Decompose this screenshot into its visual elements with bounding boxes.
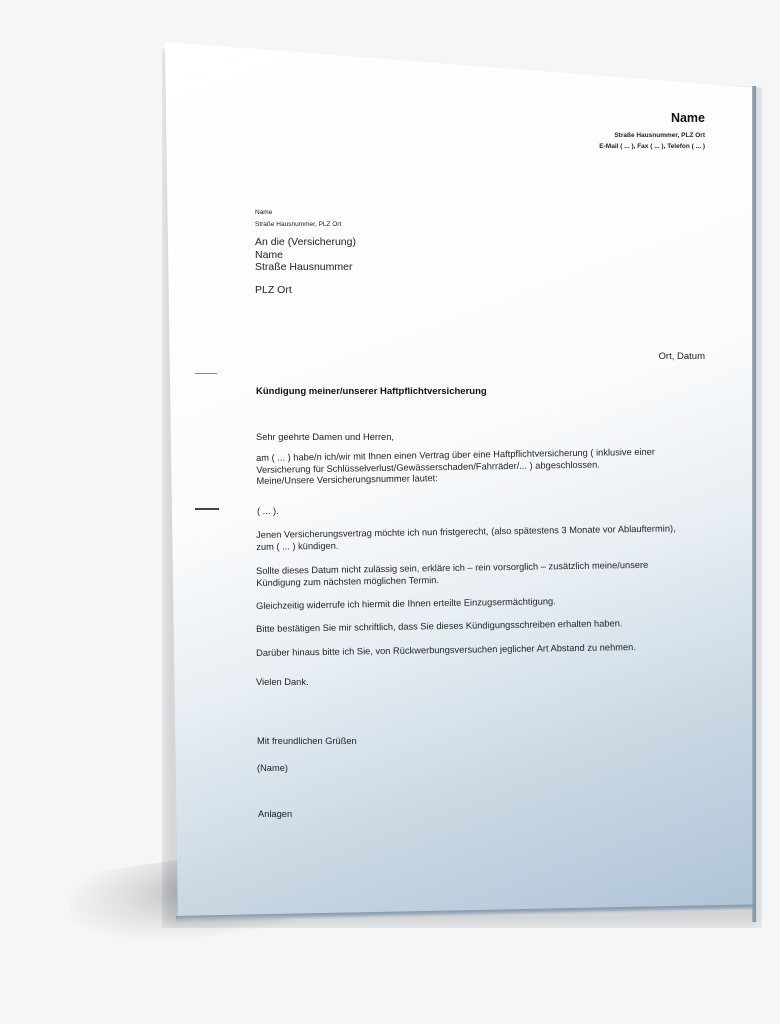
paragraph-no-retention: Darüber hinaus bitte ich Sie, von Rückwerbungsversuchen jeglicher Art Abstand zu nehmen. (256, 642, 636, 658)
fold-mark-top (195, 373, 217, 374)
place-date: Ort, Datum (658, 351, 705, 362)
thanks: Vielen Dank. (256, 677, 309, 687)
paragraph-fallback-line-2: Kündigung zum nächsten möglichen Termin. (256, 574, 440, 588)
signature-name: (Name) (257, 763, 288, 773)
paragraph-confirmation: Bitte bestätigen Sie mir schriftlich, dass Sie dieses Kündigungsschreiben erhalten haben. (256, 618, 623, 634)
recipient-address (255, 236, 475, 296)
paragraph-termination-line-1: Jenen Versicherungsvertrag möchte ich nun fristgerecht, (also spätestens 3 Monate vor Ablauftermin), (256, 523, 676, 540)
recipient-line-3: Straße Hausnummer (255, 261, 353, 273)
return-name: Name (255, 209, 273, 216)
paragraph-contract (256, 446, 726, 488)
closing: Mit freundlichen Grüßen (257, 736, 357, 746)
page-edge (752, 86, 756, 922)
paragraph-fallback-line-1: Sollte dieses Datum nicht zulässig sein, erkläre ich – rein vorsorglich – zusätzlich meine/unsere (256, 559, 649, 576)
paragraph-termination-line-2: zum ( ... ) kündigen. (256, 540, 339, 552)
recipient-line-2: Name (255, 248, 284, 261)
paragraph-revocation: Gleichzeitig widerrufe ich hiermit die Ihnen erteilte Einzugsermächtigung. (256, 596, 556, 611)
sender-address: Straße Hausnummer, PLZ Ort (614, 132, 705, 139)
sender-contact: E-Mail ( ... ), Fax ( ... ), Telefon ( ... ) (599, 143, 705, 150)
paragraph-contract-line-1: am ( ... ) habe/n ich/wir mit Ihnen einen Vertrag über eine Haftpflichtversicherung ( inklusive einer (256, 446, 656, 463)
recipient-line-4: PLZ Ort (255, 283, 292, 296)
paragraph-contract-line-3: Meine/Unsere Versicherungsnummer lautet: (256, 473, 438, 486)
salutation: Sehr geehrte Damen und Herren, (256, 432, 394, 442)
sender-header (455, 110, 705, 152)
policy-number: ( ... ). (257, 506, 279, 516)
subject-line: Kündigung meiner/unserer Haftpflichtversicherung (256, 386, 487, 397)
enclosures: Anlagen (258, 809, 293, 819)
fold-mark-middle (195, 508, 219, 510)
recipient-line-1: An die (Versicherung) (255, 236, 356, 248)
paragraph-contract-line-2: Versicherung für Schlüsselverlust/Gewässerschaden/Fahrräder/... ) abgeschlossen. (256, 459, 600, 475)
return-address (255, 208, 455, 230)
return-street: Straße Hausnummer, PLZ Ort (255, 221, 342, 228)
sender-name: Name (670, 111, 705, 125)
